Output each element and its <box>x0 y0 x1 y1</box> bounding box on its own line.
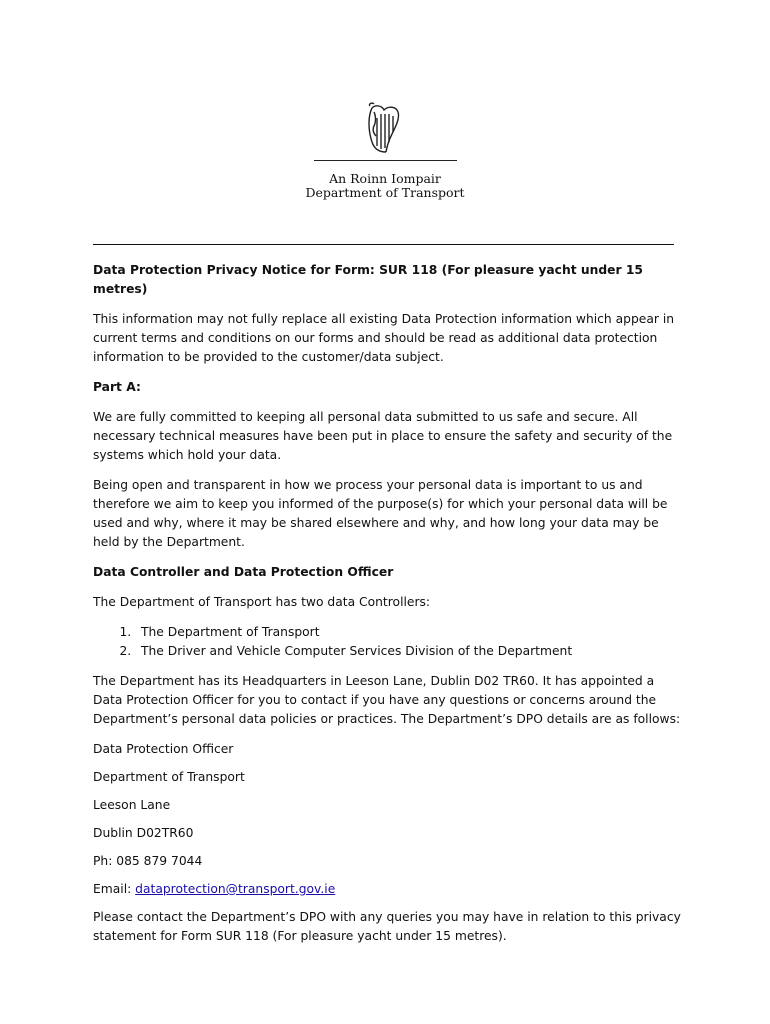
transparency-paragraph: Being open and transparent in how we process your personal data is important to us and therefore we aim to keep you informed of the purpose(s) for which your personal data will be used and why, where it may be shared elsewhere and why, and how long your data may be held by the Department. <box>93 478 668 549</box>
closing-paragraph: Please contact the Department’s DPO with any queries you may have in relation to this privacy statement for Form SUR 118 (For pleasure yacht under 15 metres). <box>93 910 681 943</box>
notice-body <box>93 261 683 957</box>
controller-heading: Data Controller and Data Protection Officer <box>93 565 394 579</box>
dpo-email-line <box>93 880 683 899</box>
dpo-department: Department of Transport <box>93 770 245 784</box>
controllers-list <box>93 623 683 661</box>
headquarters-paragraph: The Department has its Headquarters in Leeson Lane, Dublin D02 TR60. It has appointed a Data Protection Officer for you to contact if you have any questions or concerns around the Department’s personal data policies or practices. The Department’s DPO details are as follows: <box>93 674 681 726</box>
list-item: 1. The Department of Transport <box>139 623 683 642</box>
page-divider <box>93 244 674 245</box>
dpo-street: Leeson Lane <box>93 798 171 812</box>
logo-divider <box>314 160 457 161</box>
intro-paragraph: This information may not fully replace all existing Data Protection information which appear in current terms and conditions on our forms and should be read as additional data protection information to be provided to the customer/data subject. <box>93 312 675 364</box>
dpo-city: Dublin D02TR60 <box>93 826 194 840</box>
part-a-heading: Part A: <box>93 380 141 394</box>
controllers-intro: The Department of Transport has two data Controllers: <box>93 595 431 609</box>
commitment-paragraph: We are fully committed to keeping all personal data submitted to us safe and secure. All necessary technical measures have been put in place to ensure the safety and security of the systems which hold your data. <box>93 410 673 462</box>
department-name-irish: An Roinn Iompair <box>329 171 441 186</box>
dpo-title: Data Protection Officer <box>93 742 234 756</box>
email-label: Email: <box>93 882 136 896</box>
department-name-english: Department of Transport <box>305 185 465 200</box>
harp-emblem-icon <box>362 102 404 156</box>
dpo-email-link[interactable]: dataprotection@transport.gov.ie <box>135 882 336 896</box>
dpo-phone: Ph: 085 879 7044 <box>93 854 203 868</box>
notice-title: Data Protection Privacy Notice for Form: SUR 118 (For pleasure yacht under 15 metres) <box>93 263 643 296</box>
list-item: 2. The Driver and Vehicle Computer Services Division of the Department <box>139 642 683 661</box>
